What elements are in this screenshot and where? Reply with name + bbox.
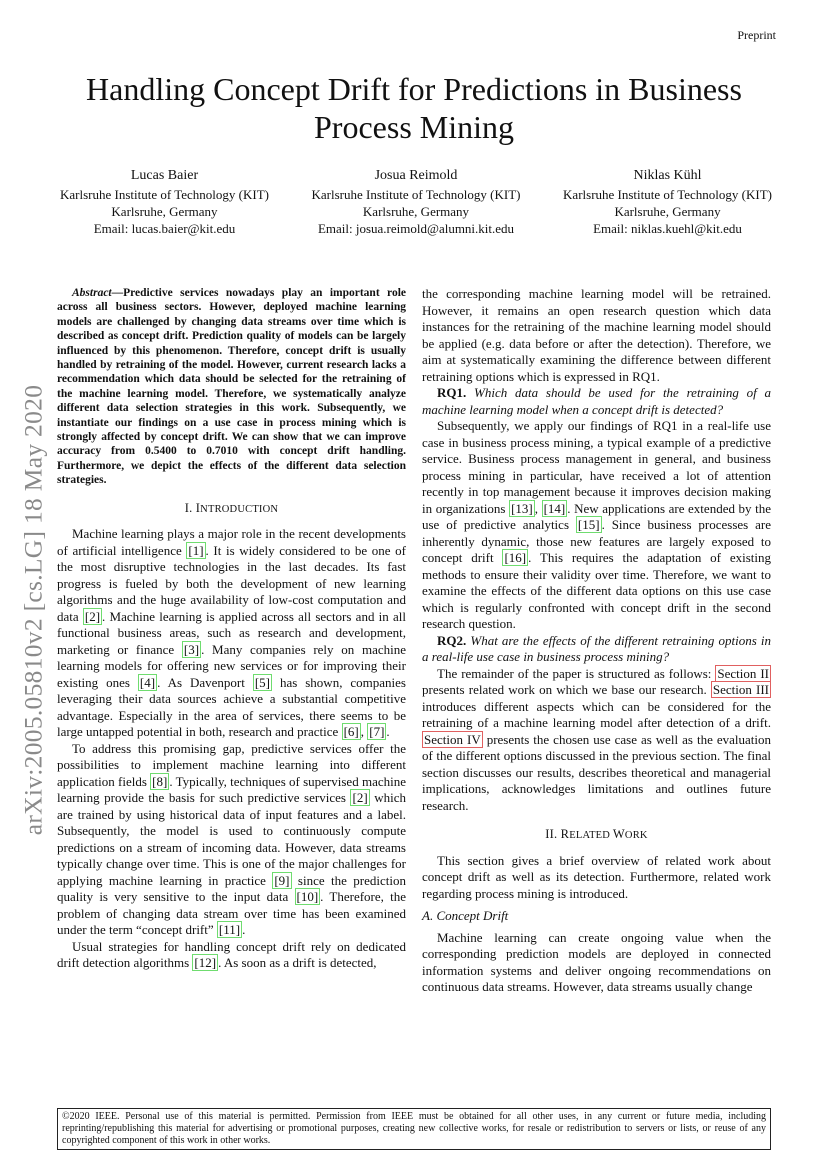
citation-link[interactable]: [9] — [274, 872, 290, 888]
citation-link[interactable]: [16] — [504, 550, 527, 565]
author-name: Lucas Baier — [130, 168, 199, 183]
author-location: Karlsruhe, Germany — [614, 204, 721, 219]
section-heading-related-work: II. RELATED WORK — [545, 827, 648, 841]
preprint-label: Preprint — [737, 28, 776, 42]
author-affiliation: Karlsruhe Institute of Technology (KIT) — [60, 187, 269, 202]
citation-link[interactable]: [10] — [296, 889, 319, 905]
related-paragraph-2: Machine learning can create ongoing value when the corresponding prediction models are deployed in connected information systems and deliver ongoing recommendations on continuous data streams. However, data streams usually change — [422, 929, 771, 994]
author-email: Email: lucas.baier@kit.edu — [93, 221, 236, 236]
citation-link[interactable]: [8] — [152, 773, 168, 789]
intro-paragraph-1: Machine learning plays a major role in the recent developments of artificial intelligence [1] . It is widely considered to be one of the most disruptive technologies in the last decades. Its fast progress is fueled by both the development of new learning algorithms and the huge availability of low-cost computation and data [2] . Machine learning is applied across all sectors and in all functional business areas, such as research and development, marketing or finance [3] . Many companies rely on machine learning models for offering new services or for improving their existing ones [4] . As Davenport [5] has shown, companies leveraging their data sources achieve a substantial competitive advantage. Especially in the area of services, there seems to be large untapped potential in both, research and practice [6] , [7] . — [57, 526, 406, 740]
citation-link[interactable]: [5] — [254, 674, 270, 690]
citation-link[interactable]: [2] — [84, 608, 101, 624]
citation-link[interactable]: [6] — [343, 724, 359, 740]
citation-link[interactable]: [7] — [369, 724, 385, 740]
citation-link[interactable]: [1] — [188, 542, 204, 558]
author-location: Karlsruhe, Germany — [362, 204, 470, 219]
author-3 — [563, 166, 772, 237]
author-name: Josua Reimold — [374, 168, 458, 183]
citation-link[interactable]: [2] — [352, 790, 368, 806]
citation-link[interactable]: [11] — [218, 922, 241, 938]
intro-paragraph-3: Usual strategies for handling concept drift rely on dedicated drift detection algorithms [12] . As soon as a drift is detected, — [57, 938, 406, 971]
section-link[interactable]: Section III — [712, 682, 769, 697]
research-question-2: RQ2. What are the effects of the different retraining options in a real-life use case in business process mining? — [422, 632, 771, 664]
citation-link[interactable]: [4] — [139, 674, 156, 690]
author-affiliation: Karlsruhe Institute of Technology (KIT) — [563, 187, 772, 202]
right-column — [422, 286, 771, 996]
intro-paragraph-6: The remainder of the paper is structured as follows: Section II presents related work on which we base our research. Section III introduces different aspects which can be considered for the retraining of a machine learning model after detection of a drift. Section IV presents the chosen use case as well as the evaluation of the different options discussed in the previous section. The final section discusses our results, describes theoretical and managerial implications, acknowledges limitations and outlines future research. — [422, 665, 771, 813]
citation-link[interactable]: [3] — [183, 641, 200, 657]
citation-link[interactable]: [12] — [194, 955, 217, 971]
related-paragraph-1: This section gives a brief overview of related work about concept drift as well as its detection. Furthermore, related work regarding process mining is introduced. — [422, 852, 771, 901]
author-location: Karlsruhe, Germany — [111, 204, 218, 219]
intro-paragraph-4: the corresponding machine learning model will be retrained. However, it remains an open research question which data instances for the retraining of the machine learning model should be applied (e.g. data before or after the detection). Therefore, we aim at systematically examining the difference between different retraining options which is expressed in RQ1. — [422, 286, 771, 384]
section-link[interactable]: Section II — [717, 665, 770, 681]
citation-link[interactable]: [13] — [511, 500, 533, 516]
citation-link[interactable]: [14] — [543, 500, 566, 516]
paper-title: Handling Concept Drift for Predictions in Business Process Mining — [86, 71, 742, 145]
arxiv-sidebar — [14, 350, 52, 870]
author-1 — [60, 166, 269, 237]
subsection-heading-concept-drift: A. Concept Drift — [422, 908, 509, 923]
abstract — [57, 286, 406, 488]
author-name: Niklas Kühl — [633, 168, 702, 183]
section-heading-introduction: I. INTRODUCTION — [184, 500, 279, 515]
author-2 — [312, 166, 521, 237]
arxiv-id: arXiv:2005.05810v2 [cs.LG] 18 May 2020 — [18, 384, 48, 836]
intro-paragraph-2: To address this promising gap, predictive services offer the possibilities to implement machine learning into different application fields [8] . Typically, techniques of supervised machine learning provide the basis for such predictive services [2] which are trained by using historical data of input features and a label. Subsequently, the model is used to continuously compute predictions on a stream of incoming data. However, data streams typically change over time. This is one of the major challenges for applying machine learning in practice [9] since the prediction quality is very sensitive to the input data [10] . Therefore, the problem of changing data stream over time has been examined under the term “concept drift” [11] . — [57, 740, 406, 938]
section-link[interactable]: Section IV — [424, 731, 481, 747]
abstract-text: —Predictive services nowadays play an important role across all business sectors. However, deployed machine learning models are challenged by changing data streams over time which is described as concept drift. Prediction quality of models can be largely influenced by this phenomenon. Therefore, concept drift is usually handled by retraining of the model. However, current research lacks a recommendation which data should be selected for the retraining of the machine learning model. Therefore, we systematically analyze different data selection strategies in this work. Subsequently, we instantiate our findings on a use case in process mining which is strongly affected by concept drift. We can show that we can improve accuracy from 0.5400 to 0.7010 with concept drift handling. Furthermore, we depict the effects of the different data selection strategies. — [57, 287, 406, 487]
intro-paragraph-5: Subsequently, we apply our findings of RQ1 in a real-life use case in business process mining, a typical example of a predictive service. Business process management in general, and business process mining in particular, have received a lot of attention recently in top management because it improves decision making in organizations [13] , [14] . New applications are extended by the use of predictive analytics [15] . Since business processes are inherently dynamic, those new features are largely exposed to concept drift [16] . This requires the adaptation of existing methods to ensure their validity over time. Therefore, we want to examine the effects of the different data options on this use case which is regularly confronted with concept drift in the second research question. — [422, 418, 771, 631]
citation-link[interactable]: [15] — [577, 517, 600, 532]
copyright-notice: ©2020 IEEE. Personal use of this material is permitted. Permission from IEEE must be obtained for all other uses, in any current or future media, including reprinting/republishing this material for advertising or promotional purposes, creating new collective works, for resale or redistribution to servers or lists, or reuse of any copyrighted component of this work in other works. — [57, 1108, 771, 1150]
author-email: Email: josua.reimold@alumni.kit.edu — [317, 221, 515, 236]
author-affiliation: Karlsruhe Institute of Technology (KIT) — [311, 187, 521, 202]
author-email: Email: niklas.kuehl@kit.edu — [593, 221, 742, 236]
abstract-lead: Abstract — [72, 287, 112, 299]
author-block — [60, 166, 772, 237]
left-column — [57, 286, 406, 972]
research-question-1: RQ1. Which data should be used for the retraining of a machine learning model when a concept drift is detected? — [422, 385, 771, 417]
